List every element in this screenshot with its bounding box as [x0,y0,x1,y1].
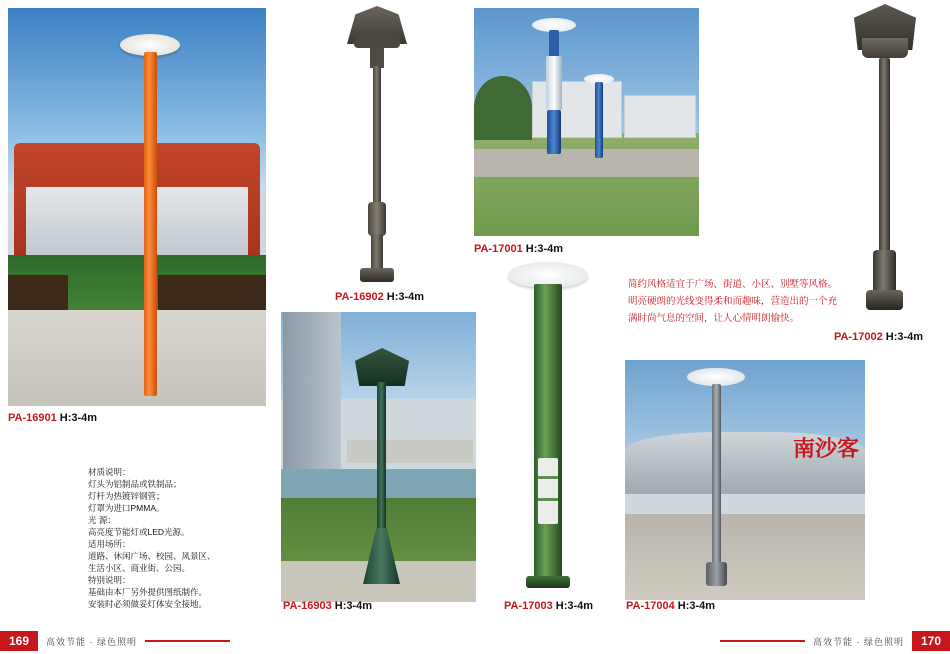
window-divider [538,476,558,479]
lamp-housing [862,38,908,58]
footer-rule-left [145,640,230,642]
caption-pa-17003: PA-17003 H:3-4m [504,600,594,612]
lamp-column [534,284,562,584]
lamp-pole [595,82,603,158]
lamp-pole [879,58,890,254]
product-photo-pa-16901 [8,8,266,406]
page-number-right: 170 [912,631,950,651]
lamp-base-upper [873,250,896,294]
caption-pa-17004: PA-17004 H:3-4m [626,600,716,612]
lamp-pole [377,382,386,532]
lamp-neck [549,30,559,58]
caption-pa-16903: PA-16903 H:3-4m [283,600,373,612]
tree [474,76,532,140]
lamp-window [538,458,558,524]
footer-right [720,628,950,654]
lamp-base [526,576,570,588]
product-photo-pa-17004 [625,360,865,600]
lamp-pa-16903 [341,348,421,598]
lamp-pa-16901 [120,26,180,396]
footer-rule-right [720,640,805,642]
lamp-base [706,562,727,586]
lamp-collar [354,36,400,48]
lamp-pole-lower [371,234,383,272]
caption-pa-16901: PA-16901 H:3-4m [8,412,98,424]
lamp-pa-17004 [681,366,751,586]
lamp-pa-17002 [838,4,928,324]
footer-text-right: 高效节能 · 绿色照明 [812,636,904,647]
shrub [8,275,68,311]
footer-text-left: 高效节能 · 绿色照明 [46,636,138,647]
footer-left [0,628,230,654]
lamp-base [360,268,394,282]
building [624,95,696,138]
product-photo-pa-17001 [474,8,699,236]
lamp-pa-17001-second [582,72,616,158]
lamp-pa-16902 [330,6,424,288]
lamp-base [866,290,903,310]
pole-ornament [368,202,386,236]
lamp-pole [712,384,721,564]
lamp-pa-17003 [500,262,596,592]
caption-pa-17001: PA-17001 H:3-4m [474,243,564,255]
lamp-shade [355,348,409,386]
page-number-left: 169 [0,631,38,651]
product-photo-pa-16903 [281,312,476,602]
lamp-neck [370,48,384,68]
lamp-diffuser [546,56,562,110]
spec-text: 材质说明： 灯头为铝制品或铁制品； 灯杆为热镀锌钢管； 灯罩为进口PMMA。 光 源： 高亮度节能灯或LED光源。 适用场所： 道路、休闲广场、校园、风景区、 生活小区、商业街、公园。 特别说明： 基础由本厂另外提供图纸制作。 安装时必须做妥灯体安全接地。 [88,467,216,609]
description-text: 简约风格适宜于广场、街道、小区、别墅等风格。明亮硬朗的光线变得柔和而趣味，营造出的一个充满时尚气息的空间，让人心情明朗愉快。 [628,279,838,324]
lamp-pole [373,66,381,221]
lamp-base-flare [363,528,400,584]
caption-pa-17002: PA-17002 H:3-4m [834,331,924,343]
building-tower [283,312,341,492]
lamp-pole [547,110,561,154]
caption-pa-16902: PA-16902 H:3-4m [335,291,425,303]
building-sign: 南沙客 [793,436,860,461]
lamp-pole [144,52,157,396]
lamp-pa-17001 [530,14,578,154]
window-divider [538,498,558,501]
